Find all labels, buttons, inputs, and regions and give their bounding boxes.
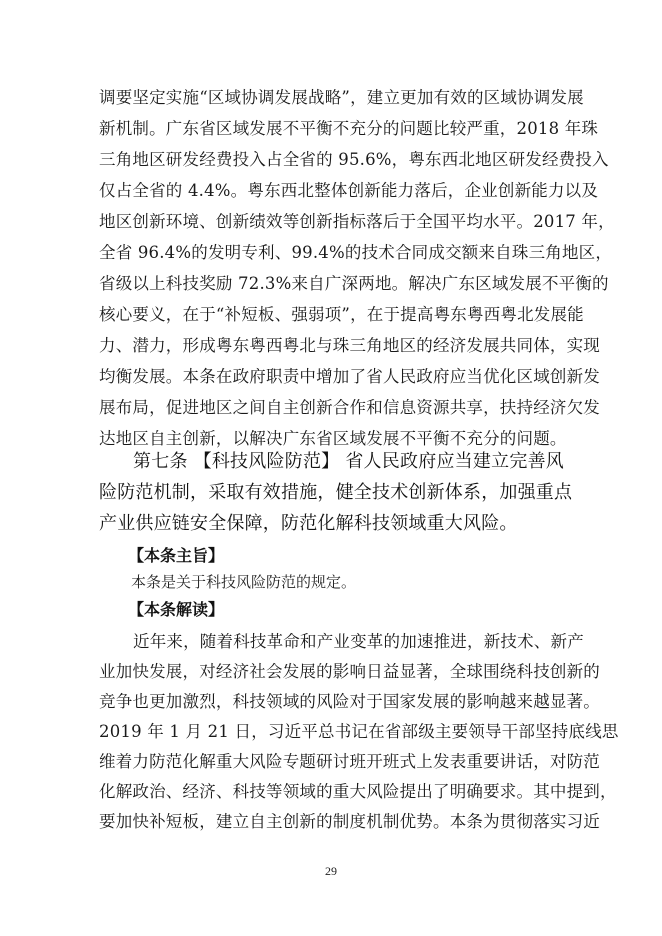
text-line: 要加快补短板，建立自主创新的制度机制优势。本条为贯彻落实习近	[99, 812, 600, 831]
text-line: 达地区自主创新，以解决广东省区域发展不平衡不充分的问题。	[99, 429, 567, 448]
article-title-line: 第七条 【科技风险防范】 省人民政府应当建立完善风	[133, 451, 564, 472]
text-line: 化解政治、经济、科技等领域的重大风险提出了明确要求。其中提到，	[99, 782, 617, 801]
purpose-text: 本条是关于科技风险防范的规定。	[131, 573, 357, 591]
text-line: 三角地区研发经费投入占全省的 95.6%，粤东西北地区研发经费投入	[99, 150, 609, 169]
text-line: 全省 96.4%的发明专利、99.4%的技术合同成交额来自珠三角地区，	[99, 243, 613, 262]
text-line: 近年来，随着科技革命和产业变革的加速推进，新技术、新产	[133, 632, 584, 651]
article-text-line: 产业供应链安全保障，防范化解科技领域重大风险。	[99, 513, 518, 534]
text-line: 业加快发展，对经济社会发展的影响日益显著，全球围绕科技创新的	[99, 662, 600, 681]
text-line: 2019 年 1 月 21 日，习近平总书记在省部级主要领导干部坚持底线思	[99, 722, 619, 741]
text-line: 新机制。广东省区域发展不平衡不充分的问题比较严重，2018 年珠	[99, 119, 599, 138]
text-line: 调要坚定实施“区域协调发展战略”，建立更加有效的区域协调发展	[99, 88, 584, 107]
text-line: 维着力防范化解重大风险专题研讨班开班式上发表重要讲话，对防范	[99, 752, 600, 771]
text-line: 地区创新环境、创新绩效等创新指标落后于全国平均水平。2017 年，	[99, 212, 615, 231]
text-line: 省级以上科技奖励 72.3%来自广深两地。解决广东区域发展不平衡的	[99, 274, 609, 293]
text-line: 仅占全省的 4.4%。粤东西北整体创新能力落后，企业创新能力以及	[99, 181, 599, 200]
purpose-heading: 【本条主旨】	[128, 546, 225, 565]
text-line: 展布局，促进地区之间自主创新合作和信息资源共享，扶持经济欠发	[99, 398, 600, 417]
article-text-line: 险防范机制，采取有效措施，健全技术创新体系，加强重点	[99, 482, 573, 503]
text-line: 均衡发展。本条在政府职责中增加了省人民政府应当优化区域创新发	[99, 367, 600, 386]
page-number: 29	[325, 864, 337, 878]
text-line: 核心要义，在于“补短板、强弱项”，在于提高粤东粤西粤北发展能	[99, 305, 584, 324]
text-line: 力、潜力，形成粤东粤西粤北与珠三角地区的经济发展共同体，实现	[99, 336, 600, 355]
interpretation-heading: 【本条解读】	[128, 600, 225, 619]
text-line: 竞争也更加激烈，科技领域的风险对于国家发展的影响越来越显著。	[99, 692, 600, 711]
